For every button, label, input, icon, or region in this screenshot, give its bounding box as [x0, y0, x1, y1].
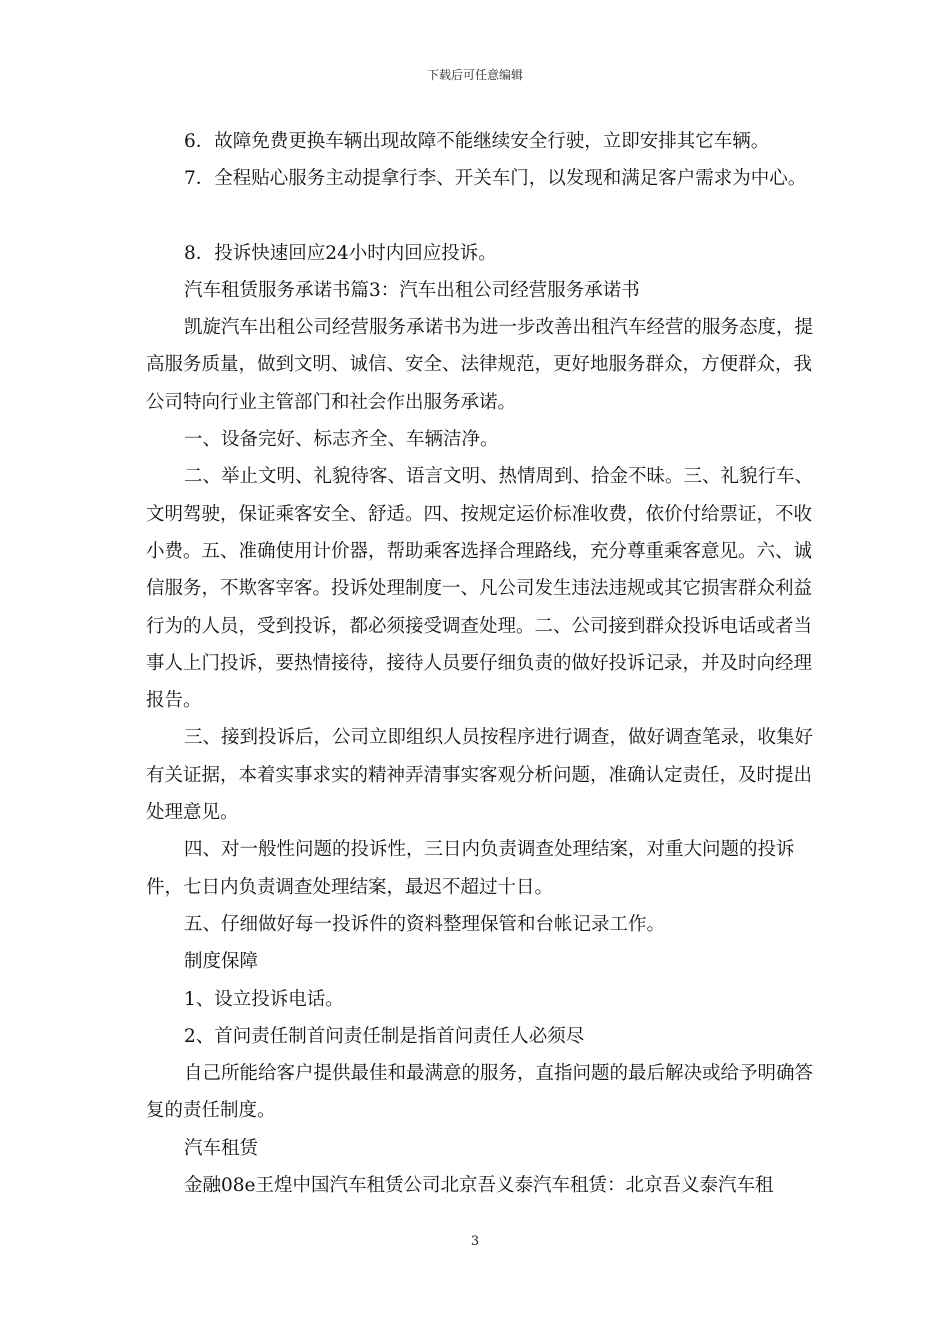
- page-number: 3: [470, 1234, 480, 1249]
- subheading-car-rental: 汽车租赁: [184, 1137, 259, 1159]
- paragraph-item-7: 7．全程贴心服务主动提拿行李、开关车门，以发现和满足客户需求为中心。: [184, 168, 807, 190]
- paragraph-item-6: 6．故障免费更换车辆出现故障不能继续安全行驶，立即安排其它车辆。: [184, 131, 770, 152]
- paragraph-point-2: 二、举止文明、礼貌待客、语言文明、热情周到、拾金不昧。三、礼貌行车、文明驾驶，保证乘客安全、舒适。四、按规定运价标准收费，依价付给票证，不收小费。五、准确使用计价器，帮助乘客选择合理路线，充分尊重乘客意见。六、诚信服务，不欺客宰客。投诉处理制度一、凡公司发生违法违规或其它损害群众利益行为的人员，受到投诉，都必须接受调查处理。二、公司接到群众投诉电话或者当事人上门投诉，要热情接待，接待人员要仔细负责的做好投诉记录，并及时向经理报告。: [146, 466, 814, 712]
- paragraph-item-8: 8．投诉快速回应24小时内回应投诉。: [184, 242, 497, 264]
- section-title: 汽车租赁服务承诺书篇3：汽车出租公司经营服务承诺书: [184, 279, 640, 301]
- paragraph-hotline: 1、设立投诉电话。: [184, 988, 344, 1010]
- paragraph-point-5: 五、仔细做好每一投诉件的资料整理保管和台帐记录工作。: [184, 913, 666, 935]
- paragraph-first-responsibility-cont: 自己所能给客户提供最佳和最满意的服务，直指问题的最后解决或给予明确答复的责任制度。: [146, 1063, 814, 1122]
- paragraph-rental-company: 金融08e王煌中国汽车租赁公司北京吾义泰汽车租赁：北京吾义泰汽车租: [184, 1175, 774, 1197]
- page-header: 下载后可任意编辑: [426, 68, 523, 82]
- body-text: [146, 123, 814, 1204]
- paragraph-point-1: 一、设备完好、标志齐全、车辆洁净。: [184, 429, 499, 451]
- paragraph-point-4: 四、对一般性问题的投诉性，三日内负责调查处理结案，对重大问题的投诉件，七日内负责调查处理结案，最迟不超过十日。: [146, 839, 795, 898]
- paragraph-intro: 凯旋汽车出租公司经营服务承诺书为进一步改善出租汽车经营的服务态度，提高服务质量，做到文明、诚信、安全、法律规范，更好地服务群众，方便群众，我公司特向行业主管部门和社会作出服务承诺。: [146, 317, 814, 413]
- paragraph-point-3: 三、接到投诉后，公司立即组织人员按程序进行调查，做好调查笔录，收集好有关证据，本着实事求实的精神弄清事实客观分析问题，准确认定责任，及时提出处理意见。: [146, 727, 814, 824]
- paragraph-first-responsibility: 2、首问责任制首问责任制是指首问责任人必须尽: [184, 1025, 585, 1047]
- subheading-system: 制度保障: [184, 951, 259, 973]
